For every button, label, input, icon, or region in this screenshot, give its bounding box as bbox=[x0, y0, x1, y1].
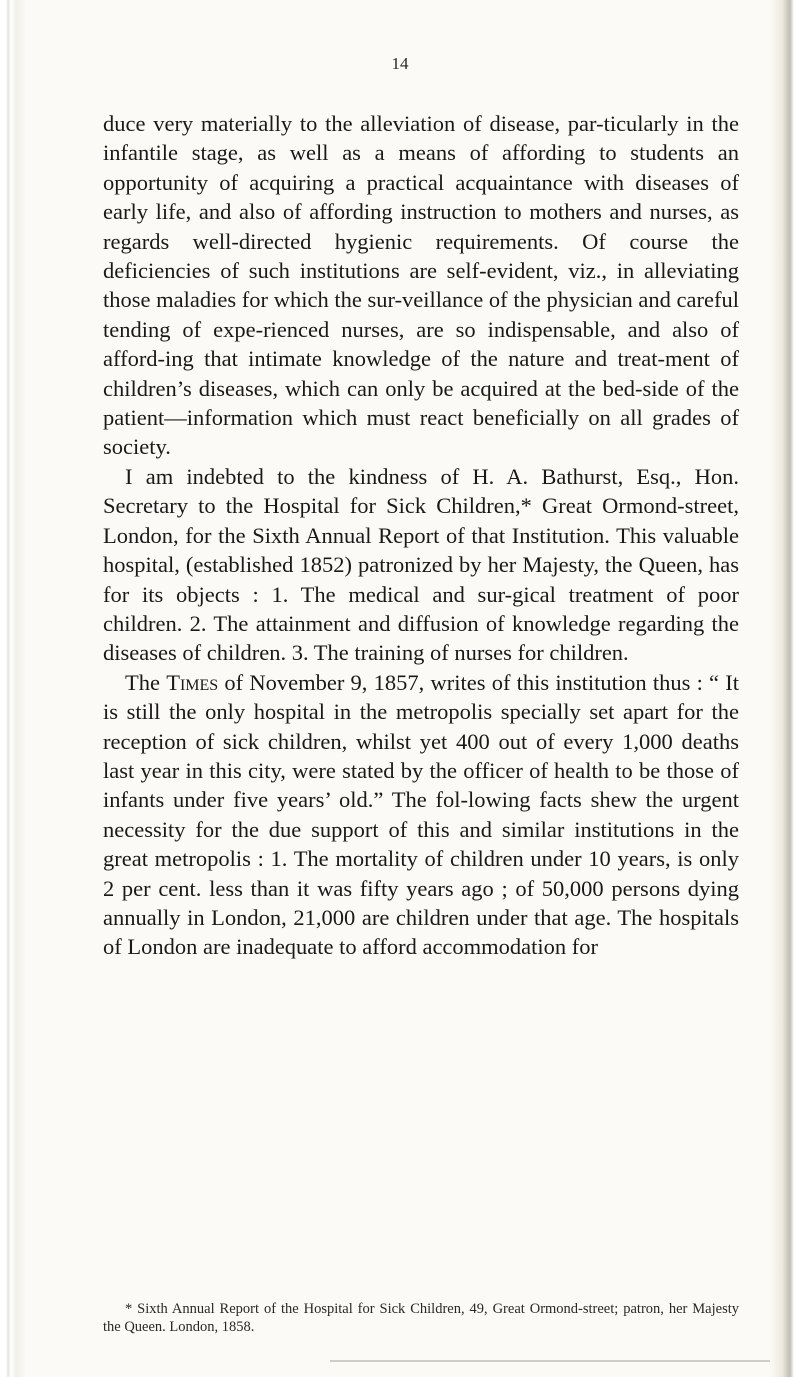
page-binding-right bbox=[770, 0, 800, 1377]
body-text bbox=[103, 109, 739, 962]
page-binding-left bbox=[0, 0, 26, 1377]
footnote bbox=[103, 1300, 739, 1336]
paragraph-3 bbox=[103, 668, 739, 962]
page-number: 14 bbox=[391, 54, 409, 73]
paragraph-1: duce very materially to the alleviation of disease, par-ticularly in the infantile stage, as well as a means of affording to students an opportunity of acquiring a practical acquaintance with diseases of early life, and also of affording instruction to mothers and nurses, as regards well-directed hygienic requirements. Of course the deficiencies of such institutions are self-evident, viz., in alleviating those maladies for which the sur-veillance of the physician and careful tending of expe-rienced nurses, are so indispensable, and also of afford-ing that intimate knowledge of the nature and treat-ment of children’s diseases, which can only be acquired at the bed-side of the patient—information which must react beneficially on all grades of society. bbox=[103, 111, 739, 460]
page-bottom-edge bbox=[330, 1360, 770, 1362]
paragraph-3-rest: of November 9, 1857, writes of this institution thus : “ It is still the only hospital in the metropolis specially set apart for the reception of sick children, whilst yet 400 out of every 1,000 deaths last year in this city, were stated by the officer of health to be those of infants under five years’ old.” The fol-lowing facts shew the urgent necessity for the due support of this and similar institutions in the great metropolis : 1. The mortality of children under 10 years, is only 2 per cent. less than it was fifty years ago ; of 50,000 persons dying annually in London, 21,000 are children under that age. The hospitals of London are inadequate to afford accommodation for bbox=[103, 669, 739, 960]
newspaper-title: Times bbox=[166, 669, 219, 695]
paragraph-2: I am indebted to the kindness of H. A. Bathurst, Esq., Hon. Secretary to the Hospital for Sick Children,* Great Ormond-street, London, for the Sixth Annual Report of that Institution. This valuable hospital, (established 1852) patronized by her Majesty, the Queen, has for its objects : 1. The medical and sur-gical treatment of poor children. 2. The attainment and diffusion of knowledge regarding the diseases of children. 3. The training of nurses for children. bbox=[103, 463, 739, 666]
paragraph-3-lead: The bbox=[125, 669, 167, 695]
footnote-text: * Sixth Annual Report of the Hospital for Sick Children, 49, Great Ormond-street; patron, her Majesty the Queen. London, 1858. bbox=[103, 1301, 739, 1335]
